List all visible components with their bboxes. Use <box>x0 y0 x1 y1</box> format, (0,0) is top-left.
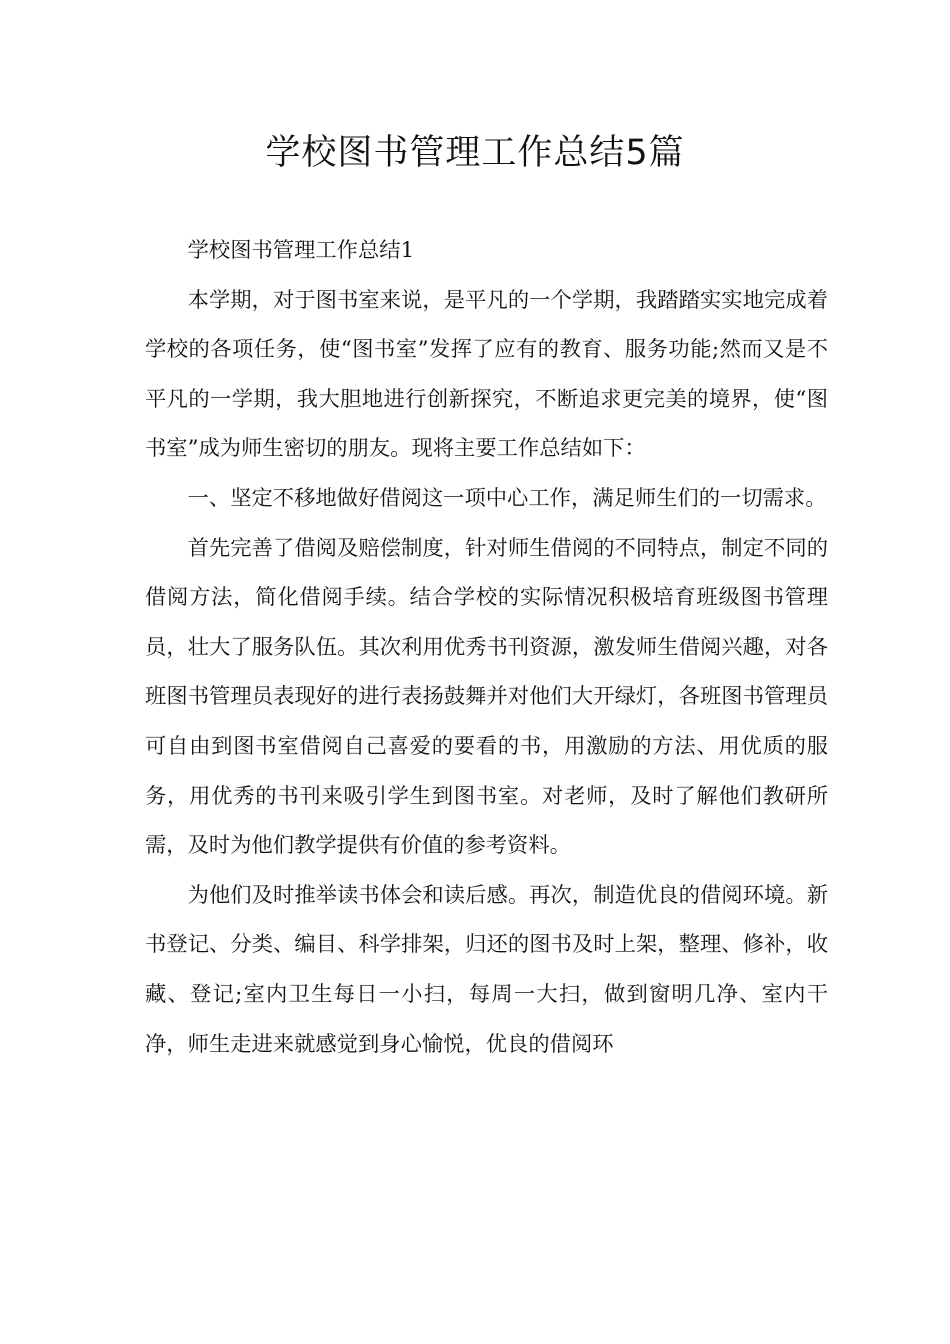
paragraph-intro: 本学期，对于图书室来说，是平凡的一个学期，我踏踏实实地完成着学校的各项任务，使“图书室”发挥了应有的教育、服务功能;然而又是不平凡的一学期，我大胆地进行创新探究，不断追求更完美的境界，使“图书室”成为师生密切的朋友。现将主要工作总结如下： <box>145 287 828 462</box>
section-heading: 学校图书管理工作总结1 <box>187 238 415 263</box>
paragraph-lending-system: 首先完善了借阅及赔偿制度，针对师生借阅的不同特点，制定不同的借阅方法，简化借阅手续。结合学校的实际情况积极培育班级图书管理员，壮大了服务队伍。其次利用优秀书刊资源，激发师生借阅兴趣，对各班图书管理员表现好的进行表扬鼓舞并对他们大开绿灯，各班图书管理员可自由到图书室借阅自己喜爱的要看的书，用激励的方法、用优质的服务，用优秀的书刊来吸引学生到图书室。对老师，及时了解他们教研所需，及时为他们教学提供有价值的参考资料。 <box>145 535 828 859</box>
document-title: 学校图书管理工作总结5篇 <box>265 133 685 173</box>
document-body <box>145 226 828 1069</box>
paragraph-environment: 为他们及时推举读书体会和读后感。再次，制造优良的借阅环境。新书登记、分类、编目、科学排架，归还的图书及时上架，整理、修补，收藏、登记;室内卫生每日一小扫，每周一大扫，做到窗明几净、室内干净，师生走进来就感觉到身心愉悦，优良的借阅环 <box>145 882 828 1057</box>
paragraph-point-one: 一、坚定不移地做好借阅这一项中心工作，满足师生们的一切需求。 <box>187 485 827 511</box>
